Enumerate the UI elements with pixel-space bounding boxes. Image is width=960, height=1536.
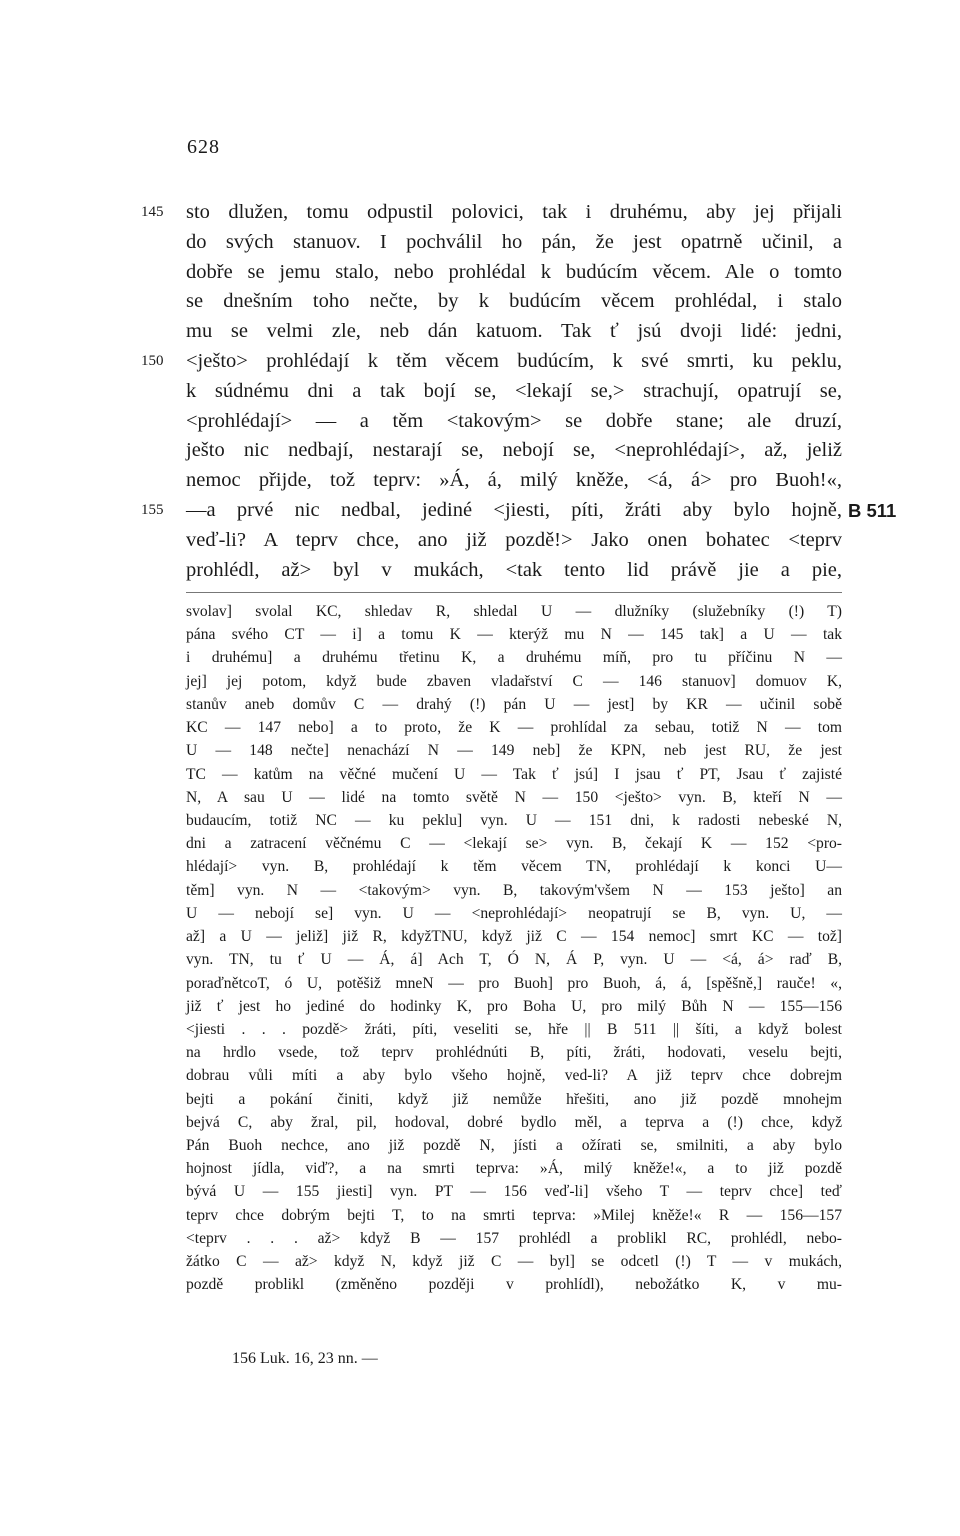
apparatus-line: bejvá C, aby žral, pil, hodoval, dobré bydlo měl, a teprva a (!) chce, když (186, 1113, 842, 1131)
apparatus-line: KC — 147 nebo] a to proto, že K — prohlídal za sebau, totiž N — tom (186, 719, 842, 737)
apparatus-line: na hrdlo vsede, tož teprv prohlédnúti B, píti, žráti, hodovati, veselu bejti, (186, 1044, 842, 1062)
apparatus-line: budaucím, totiž NC — ku peklu] vyn. U — 151 dni, k radosti nebeské N, (186, 811, 842, 829)
line-text: mu se velmi zle, neb dán katuom. Tak ť jsú dvoji lidé: jedni, (186, 320, 842, 343)
line-text: veď-li? A teprv chce, ano již pozdě!> Jako onen bohatec <teprv (186, 528, 842, 551)
text-line (186, 407, 842, 437)
line-text: sto dlužen, tomu odpustil polovici, tak i druhému, aby jej přijali (186, 201, 842, 223)
line-number: 155 (141, 501, 164, 518)
apparatus-line: bejti a pokání činiti, když již nemůže hřešiti, ano již pozdě mnohejm (186, 1090, 842, 1108)
apparatus-line: teprv chce dobrým bejti T, to na smrti teprva: »Milej kněže!« R — 156—157 (186, 1206, 842, 1224)
apparatus-line: U — 148 nečte] nenachází N — 149 neb] že KPN, neb jest RU, že jest (186, 742, 842, 760)
line-text: ješto nic nedbají, nestarají se, nebojí se, <neprohlédají>, až, jeliž (186, 439, 842, 462)
text-line (186, 436, 842, 466)
apparatus-line: U — nebojí se] vyn. U — <neprohlédají> neopatrují se B, vyn. U, — (186, 904, 842, 922)
apparatus-line: jej] jej potom, když bude zbaven vladařství C — 146 stanuov] domuov K, (186, 672, 842, 690)
line-text: <prohlédají> — a těm <takovým> se dobře stane; ale druzí, (186, 409, 842, 432)
footnote: 156 Luk. 16, 23 nn. — (232, 1350, 378, 1367)
margin-reference: B 511 (848, 499, 897, 521)
text-line (141, 347, 842, 377)
line-text: k súdnému dni a tak bojí se, <lekají se,> strachují, opatrují se, (186, 379, 842, 402)
apparatus-line: TC — katům na věčné mučení U — Tak ť jsú] I jsau ť PT, Jsau ť zajisté (186, 765, 842, 783)
apparatus-line: hlédají> vyn. B, prohlédají k těm věcem TN, prohlédají k konci U— (186, 858, 842, 876)
apparatus-line: dni a zatracení věčnému C — <lekají se> vyn. B, čekají K — 152 <pro- (186, 835, 842, 853)
apparatus-line: pána svého CT — i] a tomu K — kterýž mu N — 145 tak] a U — tak (186, 626, 842, 644)
apparatus-line: <teprv . . . až> když B — 157 prohlédl a problikl RC, prohlédl, nebo- (186, 1229, 842, 1247)
apparatus-line: pozdě problikl (změněno později v prohlídl), nebožátko K, v mu- (186, 1276, 842, 1294)
text-line (186, 258, 842, 288)
line-number: 150 (141, 352, 164, 369)
apparatus-line: těm] vyn. N — <takovým> vyn. B, takovým'všem N — 153 ješto] an (186, 881, 842, 899)
text-line (186, 377, 842, 407)
line-text: se dnešním toho nečte, by k budúcím věcem prohlédal, i stalo (186, 290, 842, 313)
apparatus-line: až] a U — jeliž] již R, kdyžTNU, když již C — 154 nemoc] smrt KC — tož] (186, 928, 842, 946)
apparatus-line: svolav] svolal KC, shledav R, shledal U — dlužníky (služebníky (!) T) (186, 603, 842, 620)
separator-rule (186, 592, 842, 593)
text-line (186, 317, 842, 347)
apparatus-line: Pán Buoh nechce, ano již pozdě N, jísti a ožírati se, smilniti, a aby bylo (186, 1137, 842, 1155)
apparatus-line: žátko C — až> když N, když již C — byl] se odcetl (!) T — v mukách, (186, 1253, 842, 1271)
text-line (141, 198, 842, 228)
page-number: 628 (187, 136, 220, 158)
apparatus-line: stanův aneb domův C — drahý (!) pán U — jest] by KR — učinil sobě (186, 695, 842, 713)
text-line (186, 466, 842, 496)
text-line (186, 526, 842, 556)
text-line (186, 228, 842, 258)
apparatus-line: již ť jest ho jediné do hodinky K, pro Boha U, pro milý Bůh N — 155—156 (186, 997, 842, 1015)
line-number: 145 (141, 204, 164, 220)
line-text: do svých stanuov. I pochválil ho pán, že jest opatrně učinil, a (186, 230, 842, 253)
apparatus-line: dobrau vůli míti a aby bylo všeho hojně, ved-li? A již teprv chce dobrejm (186, 1067, 842, 1085)
apparatus-line: poraďnětcoT, ó U, potěšiž mneN — pro Buoh] pro Buoh, á, á, [spěšně,] rauče! «, (186, 974, 842, 992)
line-text: <ješto> prohlédají k těm věcem budúcím, k své smrti, ku peklu, (186, 349, 842, 372)
text-line (186, 287, 842, 317)
apparatus-line: i druhému] a druhému třetinu K, a druhému míň, pro tu příčinu N — (186, 649, 842, 667)
line-text: nemoc přijde, tož teprv: »Á, á, milý kněže, <á, á> pro Buoh!«, (186, 469, 842, 492)
apparatus-line: N, A sau U — lidé na tomto světě N — 150 <ješto> vyn. B, kteří N — (186, 788, 842, 806)
line-text: dobře se jemu stalo, nebo prohlédal k budúcím věcem. Ale o tomto (186, 260, 842, 283)
apparatus-line: hojnost jídla, viď?, a na smrti teprva: »Á, milý kněže!«, a to již pozdě (186, 1160, 842, 1178)
apparatus-line: vyn. TN, tu ť U — Á, á] Ach T, Ó N, Á P, vyn. U — <á, á> raď B, (186, 951, 842, 969)
line-text: —a prvé nic nedbal, jediné <jiesti, píti, žráti aby bylo hojně, (186, 498, 842, 521)
apparatus-line: <jiesti . . . pozdě> žráti, píti, veseliti se, hře || B 511 || šíti, a když bolest (186, 1020, 842, 1038)
critical-apparatus (186, 600, 842, 1297)
line-text: prohlédl, až> byl v mukách, <tak tento lid právě jie a pie, (186, 558, 842, 581)
text-line (186, 556, 842, 586)
main-text (141, 198, 897, 585)
apparatus-line: bývá U — 155 jiesti] vyn. PT — 156 veď-li] všeho T — teprv chce] teď (186, 1183, 842, 1201)
text-line (141, 496, 897, 526)
